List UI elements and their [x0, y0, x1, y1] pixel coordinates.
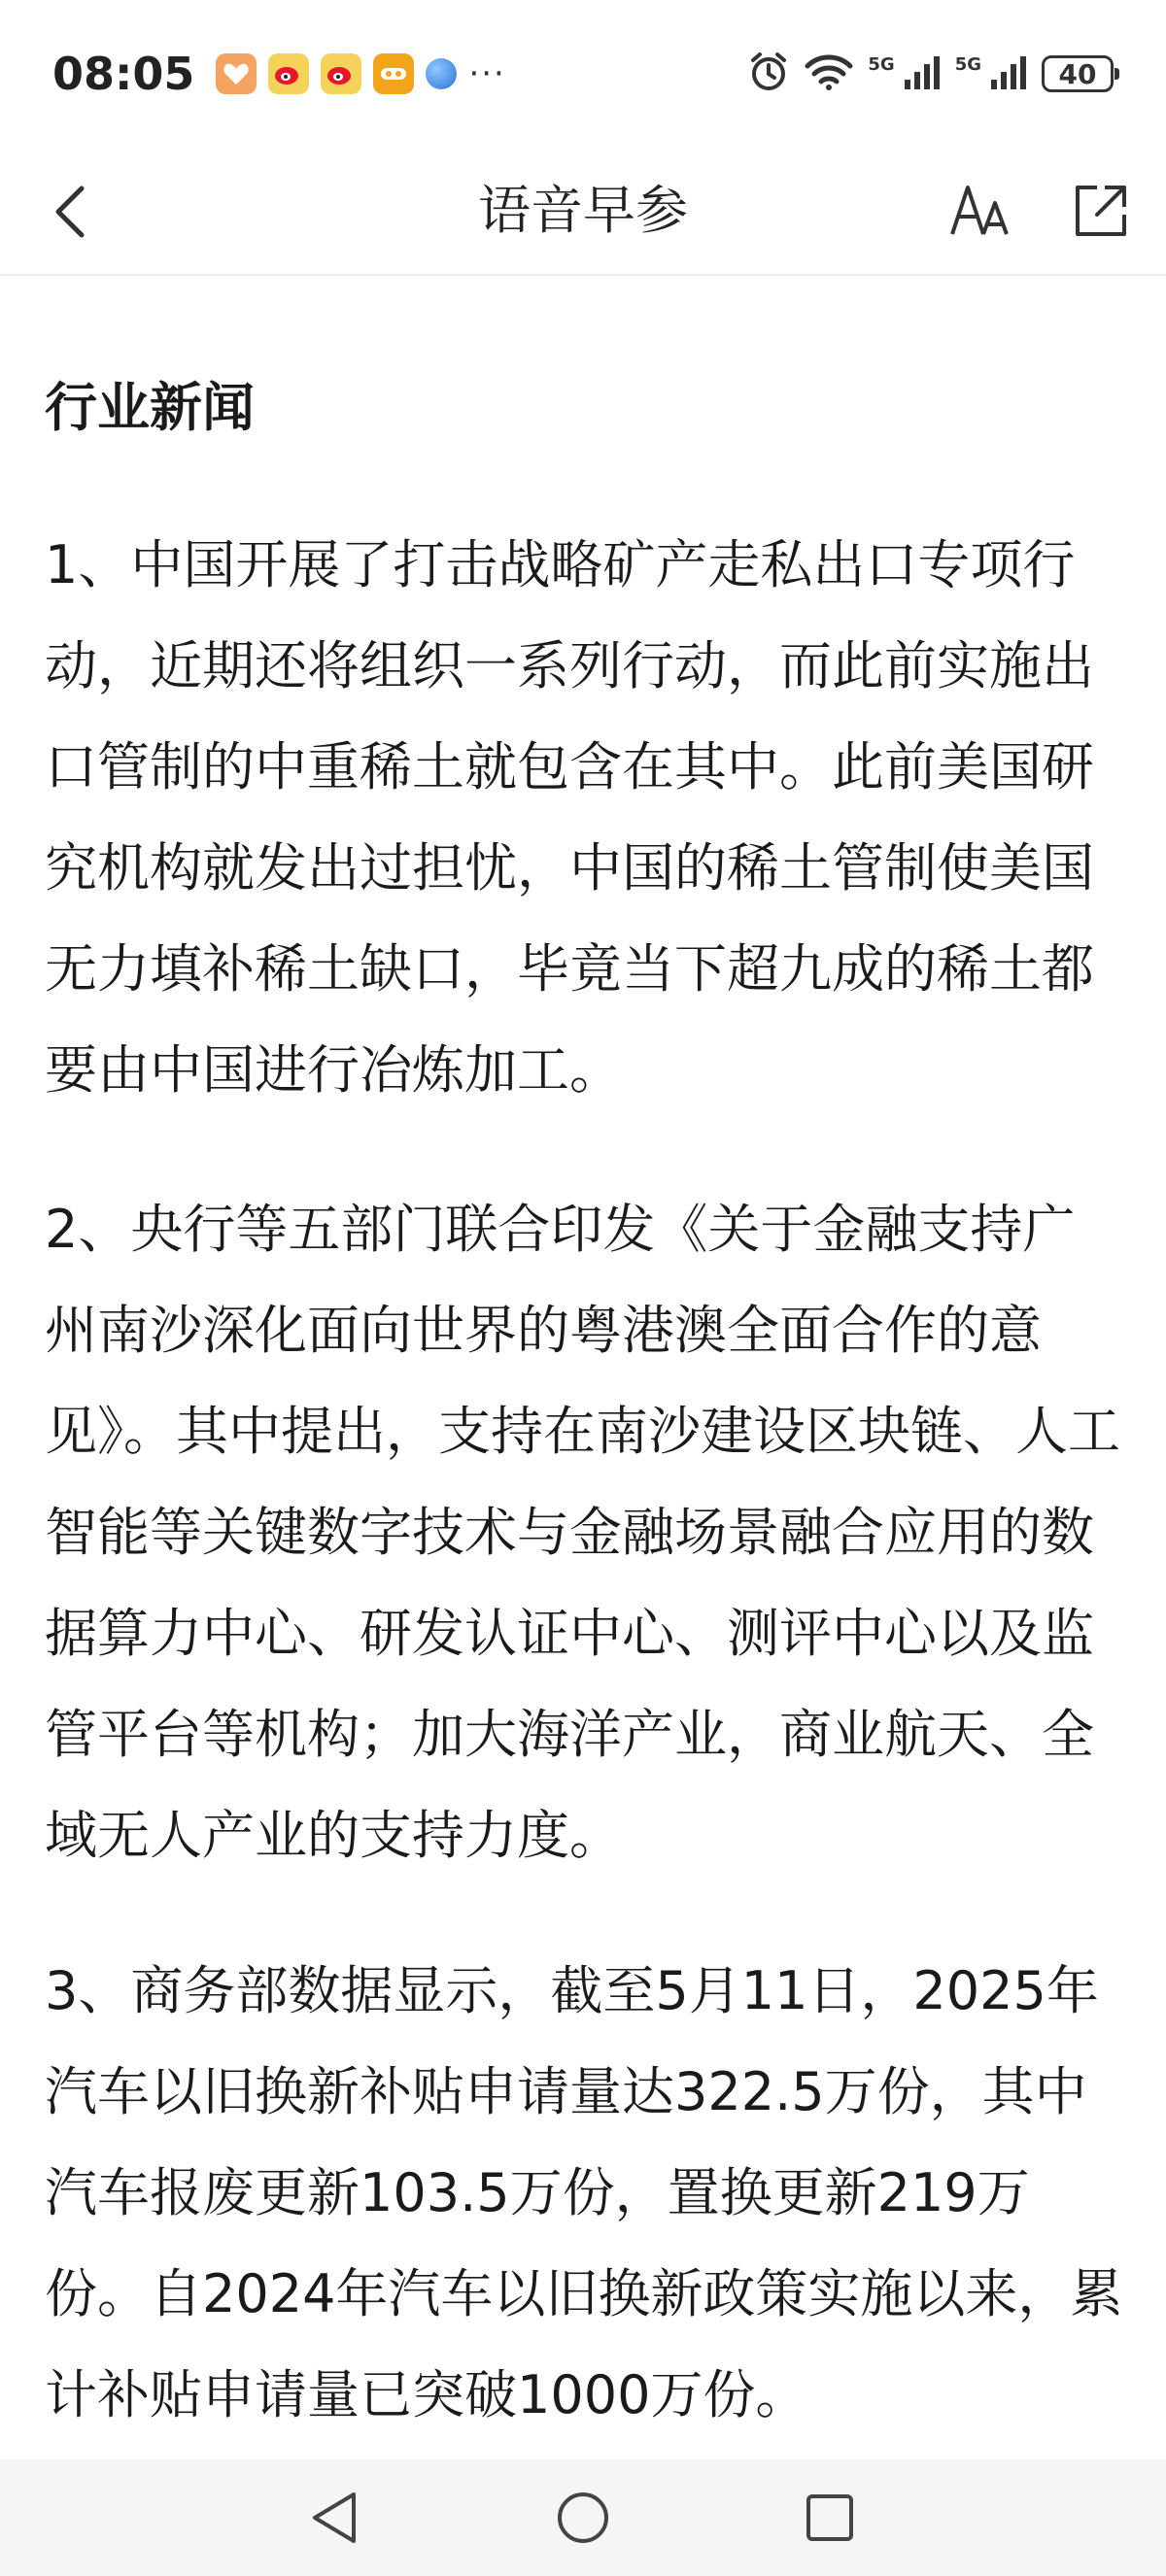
browser-app-icon	[426, 58, 457, 89]
status-right	[747, 51, 1114, 97]
wifi-icon	[804, 52, 854, 95]
signal-icon	[903, 52, 942, 95]
heart-app-icon	[216, 53, 257, 94]
article-paragraph: 2、央行等五部门联合印发《关于金融支持广州南沙深化面向世界的粤港澳全面合作的意见》。其中提出，支持在南沙建设区块链、人工智能等关键数字技术与金融场景融合应用的数据算力中心、研发认证中心、测评中心以及监管平台等机构；加大海洋产业，商业航天、全域无人产业的支持力度。	[45, 1199, 1120, 1866]
chevron-left-icon	[51, 183, 89, 241]
share-button[interactable]	[1067, 177, 1135, 245]
nav-back-button[interactable]	[303, 2487, 365, 2549]
status-left	[52, 48, 506, 100]
article-paragraph: 1、中国开展了打击战略矿产走私出口专项行动，近期还将组织一系列行动，而此前实施出口管制的中重稀土就包含在其中。此前美国研究机构就发出过担忧，中国的稀土管制使美国无力填补稀土缺口，毕竟当下超九成的稀土都要由中国进行冶炼加工。	[45, 534, 1094, 1101]
nav-home-button[interactable]	[552, 2487, 614, 2549]
battery-indicator: 40	[1042, 55, 1114, 92]
font-size-icon	[948, 182, 1011, 240]
status-time: 08:05	[52, 48, 195, 100]
status-bar	[0, 0, 1166, 148]
back-button[interactable]	[39, 181, 101, 243]
article-paragraph: 3、商务部数据显示，截至5月11日，2025年汽车以旧换新补贴申请量达322.5万份，其中汽车报废更新103.5万份，置换更新219万份。自2024年汽车以旧换新政策实施以来，累计补贴申请量已突破1000万份。	[45, 1960, 1123, 2425]
imou-app-icon	[373, 53, 414, 94]
alarm-icon	[747, 51, 790, 97]
system-nav-bar	[0, 2459, 1166, 2576]
square-recents-icon	[803, 2491, 857, 2545]
weibo-icon	[268, 53, 309, 94]
triangle-back-icon	[307, 2489, 361, 2547]
signal-icon	[989, 52, 1028, 95]
circle-home-icon	[554, 2489, 612, 2547]
more-notifications-icon: ···	[468, 54, 506, 93]
weibo-icon	[321, 53, 361, 94]
share-icon	[1072, 182, 1130, 240]
nav-recent-apps-button[interactable]	[799, 2487, 861, 2549]
page-title: 语音早参	[478, 180, 688, 241]
font-size-button[interactable]	[941, 177, 1018, 245]
network-type-1: 5G	[868, 53, 895, 75]
section-title: 行业新闻	[45, 377, 255, 438]
network-type-2: 5G	[954, 53, 981, 75]
app-header	[0, 148, 1166, 276]
